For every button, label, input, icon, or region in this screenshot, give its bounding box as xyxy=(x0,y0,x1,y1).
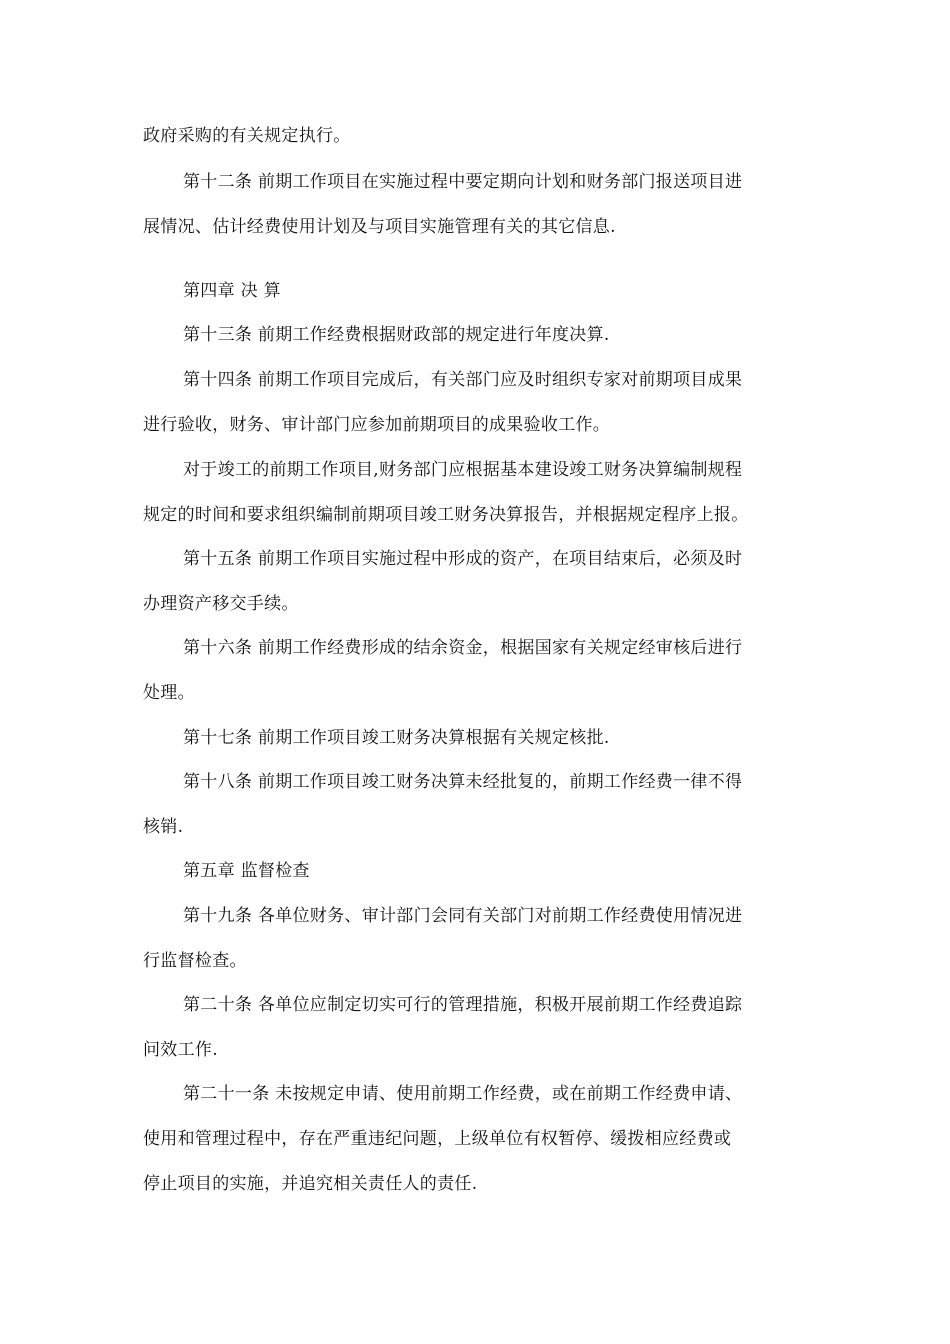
article-13: 第十三条 前期工作经费根据财政部的规定进行年度决算. xyxy=(183,325,610,345)
article-12: 第十二条 前期工作项目在实施过程中要定期向计划和财务部门报送项目进 xyxy=(183,172,743,192)
text-line: 进行验收，财务、审计部门应参加前期项目的成果验收工作。 xyxy=(143,415,611,435)
text-line: 问效工作. xyxy=(143,1040,218,1060)
chapter-4-heading: 第四章 决 算 xyxy=(183,281,281,301)
article-19: 第十九条 各单位财务、审计部门会同有关部门对前期工作经费使用情况进 xyxy=(183,906,743,926)
paragraph: 对于竣工的前期工作项目,财务部门应根据基本建设竣工财务决算编制规程 xyxy=(183,460,743,480)
text-line: 停止项目的实施，并追究相关责任人的责任. xyxy=(143,1174,478,1194)
article-18: 第十八条 前期工作项目竣工财务决算未经批复的，前期工作经费一律不得 xyxy=(183,772,743,792)
article-17: 第十七条 前期工作项目竣工财务决算根据有关规定核批. xyxy=(183,728,610,748)
article-15: 第十五条 前期工作项目实施过程中形成的资产，在项目结束后，必须及时 xyxy=(183,549,743,569)
text-line: 政府采购的有关规定执行。 xyxy=(143,126,351,146)
article-21: 第二十一条 未按规定申请、使用前期工作经费，或在前期工作经费申请、 xyxy=(183,1084,743,1104)
chapter-5-heading: 第五章 监督检查 xyxy=(183,861,310,881)
text-line: 展情况、估计经费使用计划及与项目实施管理有关的其它信息. xyxy=(143,217,616,237)
text-line: 行监督检查。 xyxy=(143,951,247,971)
article-20: 第二十条 各单位应制定切实可行的管理措施，积极开展前期工作经费追踪 xyxy=(183,995,743,1015)
text-line: 规定的时间和要求组织编制前期项目竣工财务决算报告，并根据规定程序上报。 xyxy=(143,505,749,525)
text-line: 使用和管理过程中，存在严重违纪问题，上级单位有权暂停、缓拨相应经费或 xyxy=(143,1129,732,1149)
article-16: 第十六条 前期工作经费形成的结余资金，根据国家有关规定经审核后进行 xyxy=(183,638,743,658)
text-line: 处理。 xyxy=(143,683,195,703)
article-14: 第十四条 前期工作项目完成后，有关部门应及时组织专家对前期项目成果 xyxy=(183,370,743,390)
text-line: 办理资产移交手续。 xyxy=(143,594,299,614)
text-line: 核销. xyxy=(143,817,184,837)
